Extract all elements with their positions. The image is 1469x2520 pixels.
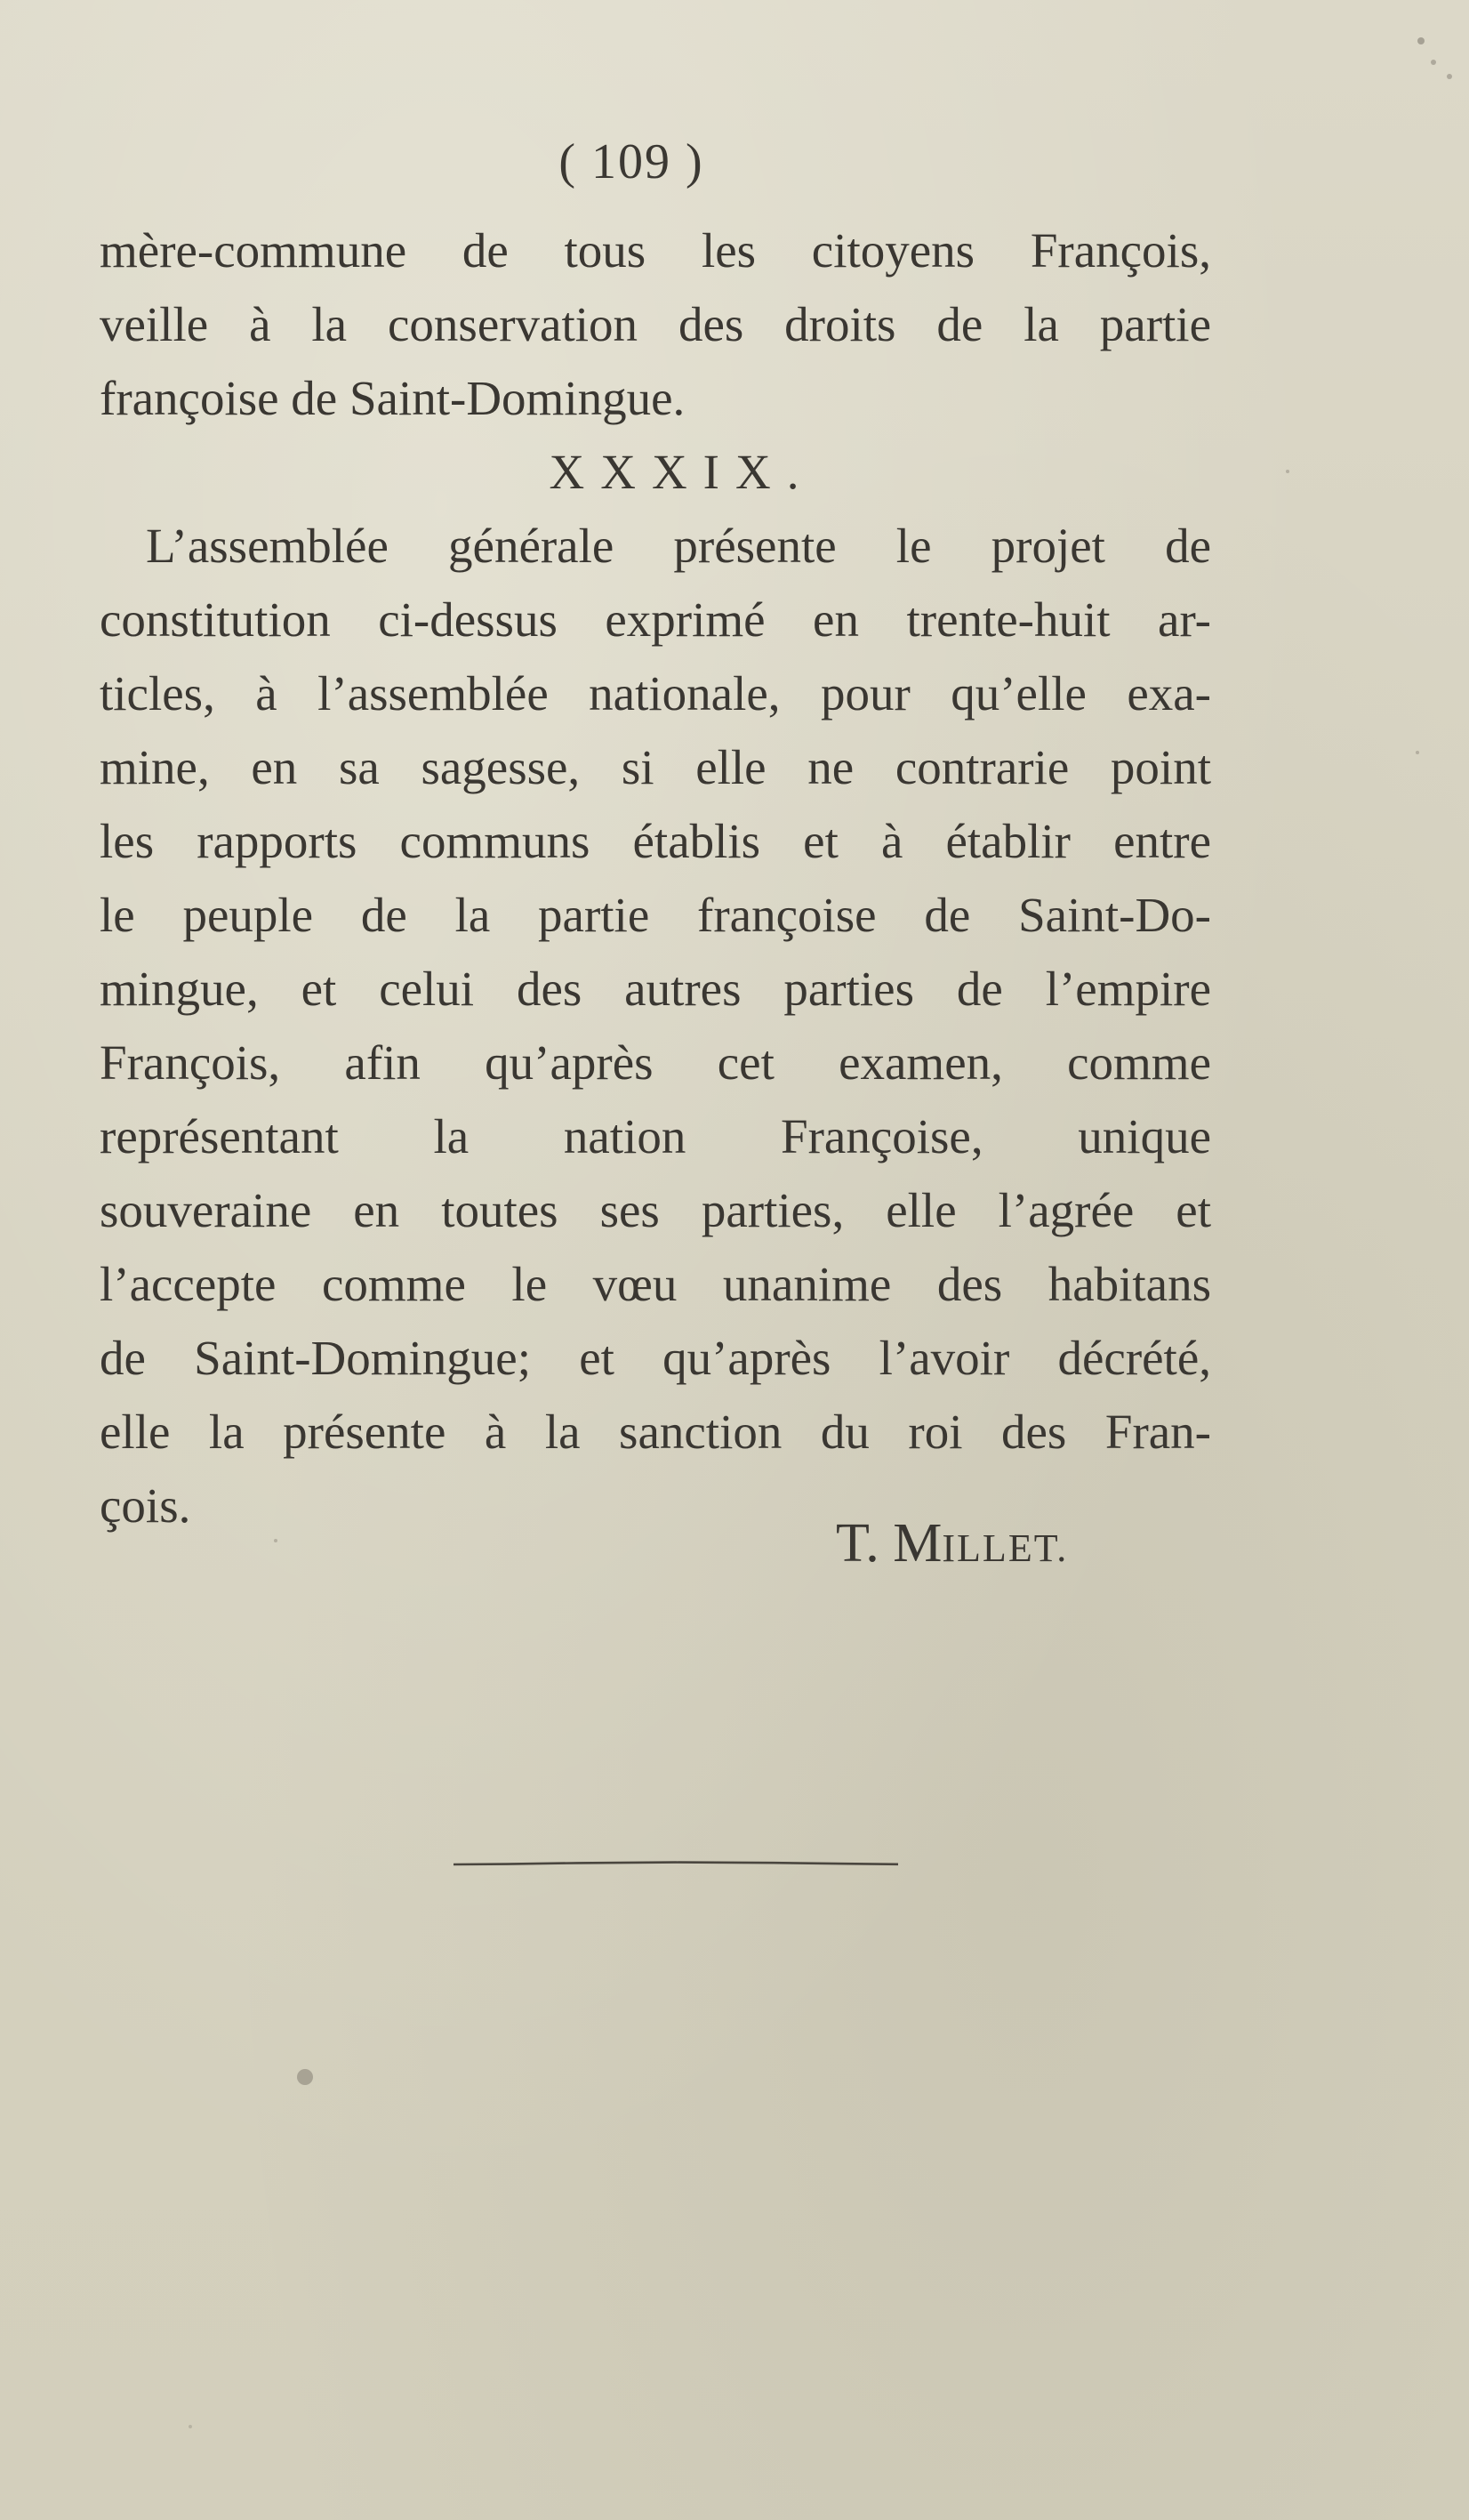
signature-small-caps: ILLET. — [942, 1526, 1069, 1570]
text-line: elle la présente à la sanction du roi des Fran- — [100, 1405, 1211, 1459]
article-text — [100, 213, 1211, 1542]
signature — [836, 1512, 1068, 1575]
text-line: veille à la conservation des droits de la partie — [100, 297, 1211, 351]
text-line: françoise de Saint-Domingue. — [100, 371, 686, 425]
text-line: L’assemblée générale présente le projet de — [146, 519, 1211, 573]
text-line: de Saint-Domingue; et qu’après l’avoir décrété, — [100, 1331, 1211, 1385]
text-line: l’accepte comme le vœu unanime des habitans — [100, 1257, 1211, 1311]
text-line: les rapports communs établis et à établir entre — [100, 814, 1211, 868]
text-line: constitution ci-dessus exprimé en trente-huit ar- — [100, 592, 1211, 647]
text-line: mingue, et celui des autres parties de l’empire — [100, 962, 1211, 1016]
text-line: ticles, à l’assemblée nationale, pour qu’elle exa- — [100, 666, 1211, 721]
text-line: François, afin qu’après cet examen, comme — [100, 1035, 1211, 1090]
text-line: mine, en sa sagesse, si elle ne contrarie point — [100, 740, 1211, 794]
end-rule — [454, 1861, 898, 1866]
text-line: çois. — [100, 1478, 191, 1533]
text-line: représentant la nation Françoise, unique — [100, 1109, 1211, 1163]
text-line: souveraine en toutes ses parties, elle l’agrée et — [100, 1183, 1211, 1237]
article-heading: XXXIX. — [549, 445, 815, 499]
signature-initial: T. M — [836, 1513, 943, 1574]
page-number: ( 109 ) — [558, 134, 704, 189]
text-line: mère-commune de tous les citoyens François, — [100, 223, 1211, 278]
text-line: le peuple de la partie françoise de Saint-Do- — [100, 888, 1211, 942]
